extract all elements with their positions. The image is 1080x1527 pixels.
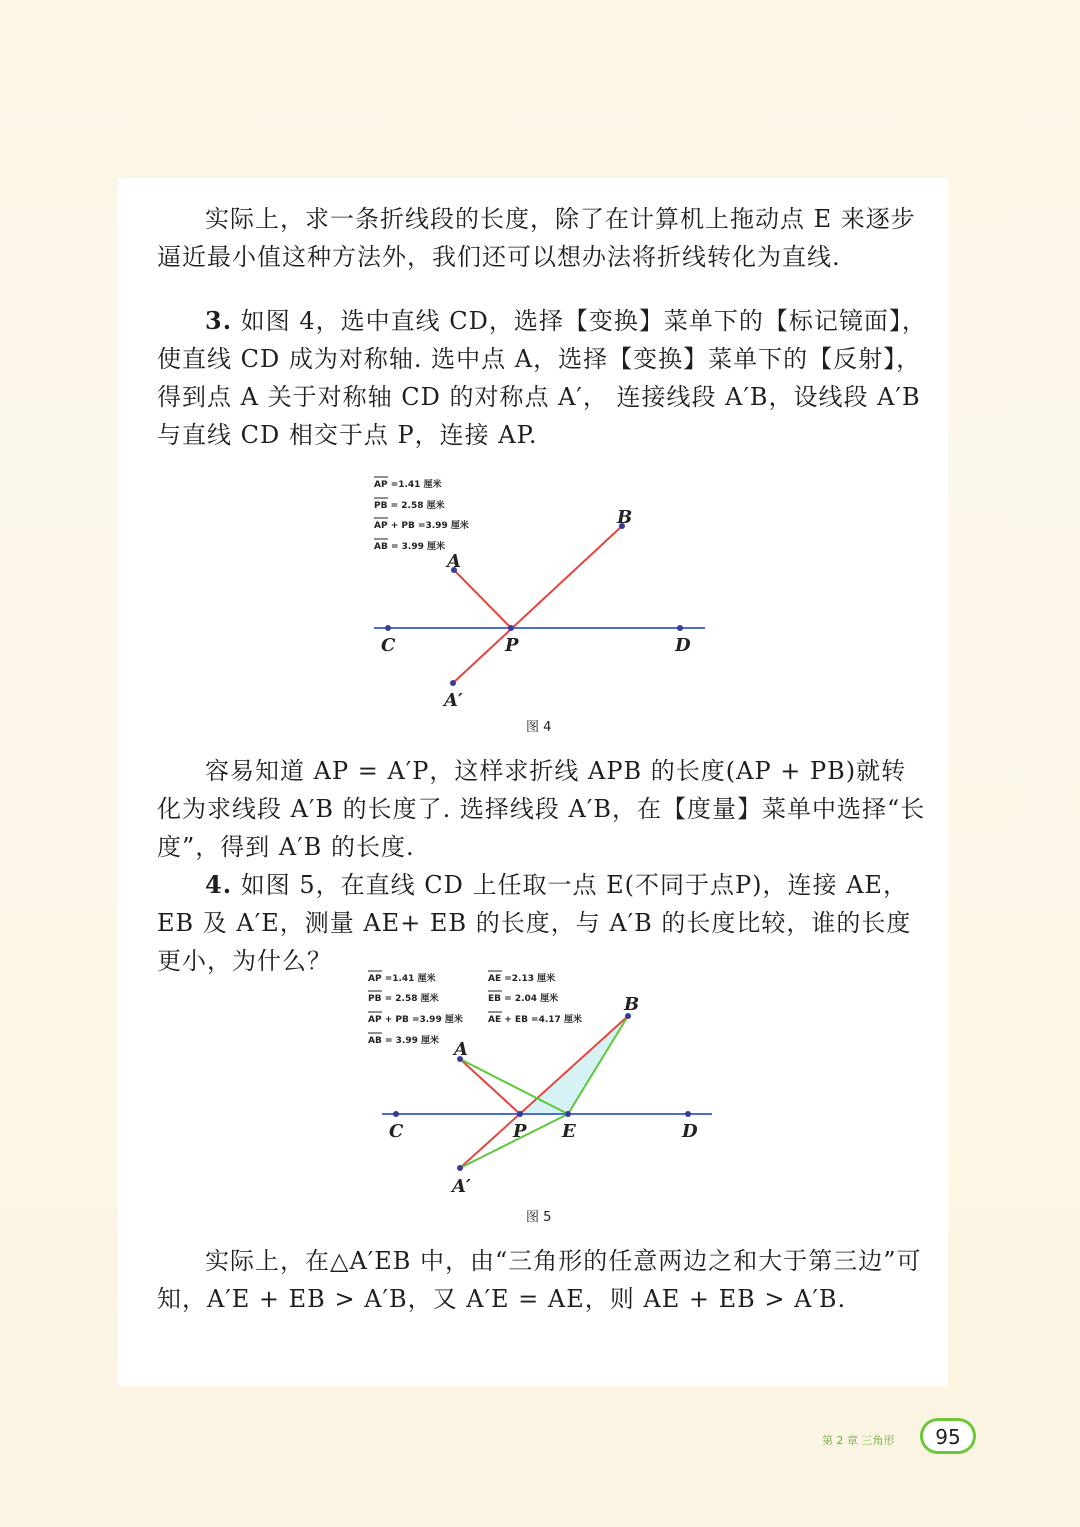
fig4-label-a-prime: A′ <box>444 690 463 711</box>
paragraph-step-4 <box>157 866 927 980</box>
figure-4-caption: 图 4 <box>526 720 552 735</box>
step-3-number: 3. <box>205 306 233 335</box>
step-4-text: 如图 5，在直线 CD 上任取一点 E(不同于点P)，连接 AE，EB 及 A′E，测量 AE+ EB 的长度，与 A′B 的长度比较，谁的长度更小，为什么？ <box>157 871 912 975</box>
figure-5-measurements-left <box>368 971 463 1046</box>
fig5-point-d <box>685 1111 691 1117</box>
figure-4-measurements <box>374 477 469 552</box>
fig5-label-b: B <box>624 994 640 1015</box>
paragraph-conclusion: 实际上，在△A′EB 中，由“三角形的任意两边之和大于第三边”可知，A′E + EB > A′B，又 A′E = AE，则 AE + EB > A′B. <box>157 1247 922 1313</box>
fig5-segment-a-prime-b <box>460 1016 628 1168</box>
fig4-point-d <box>677 625 683 631</box>
fig4-measure-pb: PB = 2.58 厘米 <box>374 501 445 511</box>
fig4-measure-sum: AP + PB =3.99 厘米 <box>374 521 469 531</box>
fig5-point-p <box>517 1111 523 1117</box>
paragraph-explanation: 容易知道 AP = A′P，这样求折线 APB 的长度(AP + PB)就转化为求线段 A′B 的长度了. 选择线段 A′B，在【度量】菜单中选择“长度”，得到 A′B 的长度. <box>157 757 926 861</box>
fig5-measure-eb: EB = 2.04 厘米 <box>488 994 559 1004</box>
fig5-point-a-prime <box>457 1165 463 1171</box>
fig5-measure-ae-eb: AE + EB =4.17 厘米 <box>488 1015 582 1025</box>
fig5-point-e <box>565 1111 571 1117</box>
fig4-label-c: C <box>381 635 396 656</box>
fig5-segment-ap <box>460 1059 520 1114</box>
fig5-label-c: C <box>389 1121 404 1142</box>
step-4-number: 4. <box>205 870 233 899</box>
page-footer <box>822 1418 982 1458</box>
step-3-text: 如图 4，选中直线 CD，选择【变换】菜单下的【标记镜面】，使直线 CD 成为对称轴. 选中点 A，选择【变换】菜单下的【反射】，得到点 A 关于对称轴 CD 的对称点 A′， 连接线段 A′B，设线段 A′B 与直线 CD 相交于点 P，连接 AP. <box>157 307 927 449</box>
figure-4 <box>360 470 720 720</box>
fig4-label-a: A <box>447 551 461 572</box>
fig4-label-d: D <box>675 635 691 656</box>
paragraph-step-3 <box>157 302 927 454</box>
fig4-measure-ap: AP =1.41 厘米 <box>374 480 442 490</box>
chapter-label: 第 2 章 三角形 <box>822 1434 895 1447</box>
fig4-segment-ap <box>454 570 511 628</box>
figure-5 <box>360 966 730 1206</box>
page-number: 95 <box>935 1425 961 1449</box>
fig4-label-b: B <box>617 507 633 528</box>
fig5-measure-ab: AB = 3.99 厘米 <box>368 1036 439 1046</box>
fig4-measure-ab: AB = 3.99 厘米 <box>374 542 445 552</box>
fig5-measure-sum: AP + PB =3.99 厘米 <box>368 1015 463 1025</box>
page-number-badge <box>920 1418 976 1454</box>
paragraph-intro: 实际上，求一条折线段的长度，除了在计算机上拖动点 E 来逐步逼近最小值这种方法外，我们还可以想办法将折线转化为直线. <box>157 205 916 271</box>
fig5-measure-ae: AE =2.13 厘米 <box>488 974 556 984</box>
fig5-measure-pb: PB = 2.58 厘米 <box>368 994 439 1004</box>
fig4-point-p <box>508 625 514 631</box>
fig4-segment-a-prime-b <box>453 526 622 683</box>
fig5-label-a: A <box>454 1039 468 1060</box>
figure-5-measurements-right <box>488 971 582 1025</box>
figure-5-caption: 图 5 <box>526 1210 552 1225</box>
fig5-label-d: D <box>682 1121 698 1142</box>
fig4-label-p: P <box>505 635 519 656</box>
fig5-label-a-prime: A′ <box>452 1176 471 1197</box>
fig5-label-e: E <box>562 1121 576 1142</box>
fig5-label-p: P <box>513 1121 527 1142</box>
fig4-point-c <box>385 625 391 631</box>
fig4-point-a-prime <box>450 680 456 686</box>
fig5-measure-ap: AP =1.41 厘米 <box>368 974 436 984</box>
fig5-point-c <box>393 1111 399 1117</box>
